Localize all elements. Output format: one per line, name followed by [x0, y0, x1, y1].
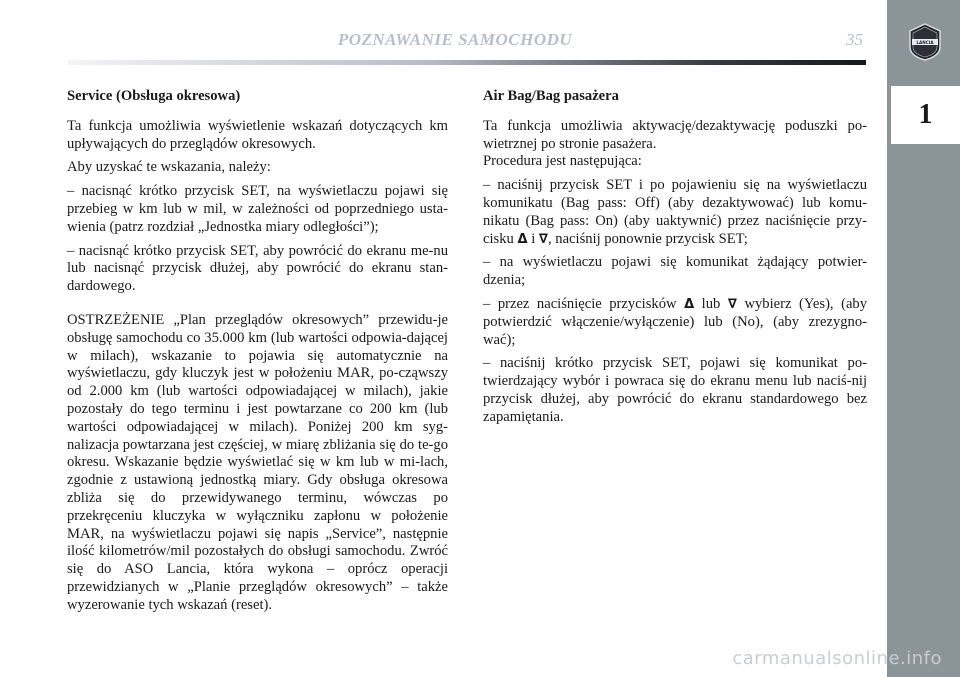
- warning-paragraph: OSTRZEŻENIE „Plan przeglądów okresowych” przewidu-je obsługę samochodu co 35.000 km (lub wartości odpowia-dającej w milach), wskazanie to pojawia się automatycznie na wyświetlaczu, gdy kluczyk jest w położeniu MAR, po-cząwszy od 2.000 km (lub wartości odpowiadającej w milach), jakie pozostały do tego terminu i jest powtarzane co 200 km (lub wartości odpowiadającej w milach). Poniżej 200 km syg-nalizacja powtarzana jest częściej, w miarę zbliżania się do te-go okresu. Wskazanie będzie wyświetlać się w km lub w mi-lach, zgodnie z ustawioną jednostką miary. Gdy obsługa okresowa zbliża się do przewidywanego terminu, wówczas po przekręceniu kluczyka w wyłączniku zapłonu w położenie MAR, na wyświetlaczu pojawi się napis „Service”, następnie ilość kilometrów/mil pozostałych do obsługi samochodu. Zwróć się do ASO Lancia, która wykona – oprócz operacji przewidzianych w „Planie przeglądów okresowych” – także wyzerowanie tych wskazań (reset).: [67, 311, 448, 613]
- paragraph: Procedura jest następująca:: [483, 153, 642, 170]
- paragraph: Aby uzyskać te wskazania, należy:: [67, 159, 271, 176]
- down-arrow-icon: ∇: [538, 231, 548, 247]
- chapter-number-tab: 1: [891, 86, 960, 144]
- down-arrow-icon: ∇: [727, 296, 737, 312]
- svg-text:LANCIA: LANCIA: [916, 40, 934, 45]
- lancia-logo-icon: [907, 23, 943, 61]
- paragraph: – nacisnąć krótko przycisk SET, aby powrócić do ekranu me-nu lub nacisnąć przycisk dłużej, aby powrócić do ekranu stan-dardowego.: [67, 242, 448, 295]
- header-rule: [68, 60, 866, 65]
- paragraph: – nacisnąć krótko przycisk SET, na wyświetlaczu pojawi się przebieg w km lub w mil, w zależności od poprzedniego usta-wienia (patrz rozdział „Jednostka miary odległości”);: [67, 183, 448, 235]
- section-heading-service: Service (Obsługa okresowa): [67, 88, 241, 104]
- left-column: [67, 88, 448, 621]
- paragraph: – naciśnij krótko przycisk SET, pojawi się komunikat po-twierdzający wybór i powraca się do ekranu menu lub naciś-nij przycisk dłużej, aby powrócić do ekranu standardowego bez zapamiętania.: [483, 355, 867, 425]
- paragraph: – naciśnij przycisk SET i po pojawieniu się na wyświetlaczu komunikatu (Bag pass: Off) (aby dezaktywować) lub komu-nikatu (Bag pass: On) (aby uaktywnić) przez naciśnięcie przy-cisku Δ i ∇, naciśnij ponownie przycisk SET;: [483, 177, 867, 247]
- paragraph: – na wyświetlaczu pojawi się komunikat żądający potwier-dzenia;: [483, 254, 867, 289]
- section-heading-airbag: Air Bag/Bag pasażera: [483, 88, 619, 104]
- paragraph: Ta funkcja umożliwia wyświetlenie wskazań dotyczących km upływających do przeglądów okresowych.: [67, 117, 448, 152]
- watermark: carmanualsonline.info: [732, 648, 942, 669]
- paragraph: – przez naciśnięcie przycisków Δ lub ∇ wybierz (Yes), (aby potwierdzić włączenie/wyłączenie) lub (No), (aby zrezygno-wać);: [483, 295, 868, 348]
- right-column: [483, 88, 867, 433]
- up-arrow-icon: Δ: [517, 231, 528, 247]
- paragraph: Ta funkcja umożliwia aktywację/dezaktywację poduszki po-wietrznej po stronie pasażera.: [483, 117, 867, 152]
- running-header-title: POZNAWANIE SAMOCHODU: [337, 30, 573, 49]
- up-arrow-icon: Δ: [684, 296, 695, 312]
- page-number: 35: [846, 30, 863, 49]
